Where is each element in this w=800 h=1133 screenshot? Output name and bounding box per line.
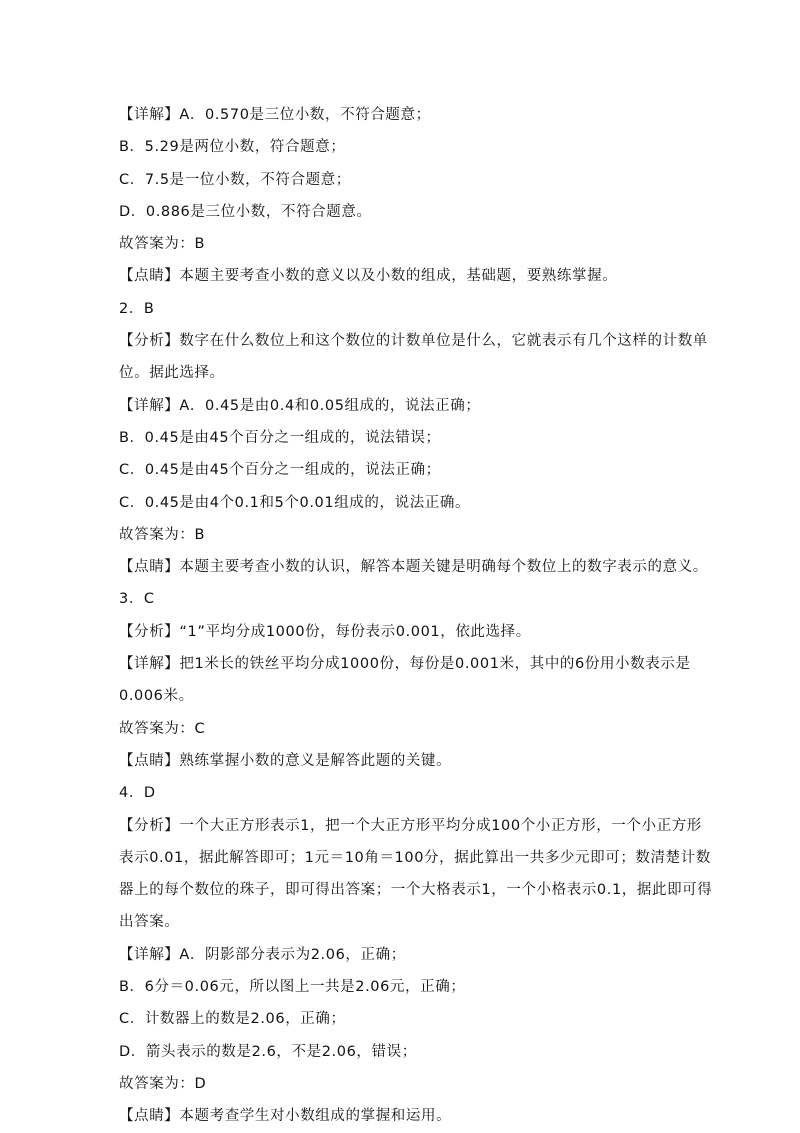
analysis-line: 【分析】“1”平均分成1000份，每份表示0.001，依此选择。 [119,623,531,640]
analysis-line: 出答案。 [119,914,180,931]
answer-line: 【详解】A．0.570是三位小数，不符合题意； [119,107,431,123]
answer-line: 【点睛】本题主要考查小数的认识，解答本题关键是明确每个数位上的数字表示的意义。 [119,559,708,576]
analysis-line: 【分析】一个大正方形表示1，把一个大正方形平均分成100个小正方形，一个小正方形 [119,817,702,834]
answer-line: 【详解】把1米长的铁丝平均分成1000份，每份是0.001米，其中的6份用小数表示是 [119,656,691,673]
answer-line: 【点睛】本题主要考查小数的意义以及小数的组成，基础题，要熟练掌握。 [119,268,618,285]
answer-line: 故答案为：D [119,1075,207,1092]
answer-line: D．箭头表示的数是2.6，不是2.06，错误； [119,1043,417,1060]
analysis-line: 表示0.01，据此解答即可；1元＝10角＝100分，据此算出一共多少元即可；数清楚计数 [119,849,711,866]
question-number: 2．B [119,300,155,317]
answer-line: 故答案为：B [119,236,206,253]
answer-line: 0.006米。 [119,688,194,705]
analysis-line: 【分析】数字在什么数位上和这个数位的计数单位是什么，它就表示有几个这样的计数单 [119,333,708,350]
answer-line: 【详解】A．0.45是由0.4和0.05组成的，说法正确； [119,397,481,414]
answer-line: 【点睛】本题考查学生对小数组成的掌握和运用。 [119,1108,452,1125]
answer-line: 【点睛】熟练掌握小数的意义是解答此题的关键。 [119,752,452,769]
question-number: 3．C [119,591,155,608]
analysis-line: 位。据此选择。 [119,365,225,382]
answer-line: B．0.45是由45个百分之一组成的，说法错误； [119,429,441,446]
answer-line: C．0.45是由4个0.1和5个0.01组成的，说法正确。 [119,494,471,511]
answer-line: 故答案为：B [119,526,206,543]
analysis-line: 器上的每个数位的珠子，即可得出答案；一个大格表示1，一个小格表示0.1，据此即可得 [119,882,713,899]
answer-line: 故答案为：C [119,720,206,737]
answer-line: B．6分＝0.06元，所以图上一共是2.06元，正确； [119,979,466,996]
answer-line: C．0.45是由45个百分之一组成的，说法正确； [119,462,441,479]
answer-line: C．7.5是一位小数，不符合题意； [119,171,351,188]
answer-line: B．5.29是两位小数，符合题意； [119,139,346,156]
document-body [119,99,713,1133]
question-number: 4．D [119,785,156,802]
answer-line: 【详解】A．阴影部分表示为2.06，正确； [119,946,406,963]
answer-line: C．计数器上的数是2.06，正确； [119,1011,346,1028]
answer-line: D．0.886是三位小数，不符合题意。 [119,203,372,220]
